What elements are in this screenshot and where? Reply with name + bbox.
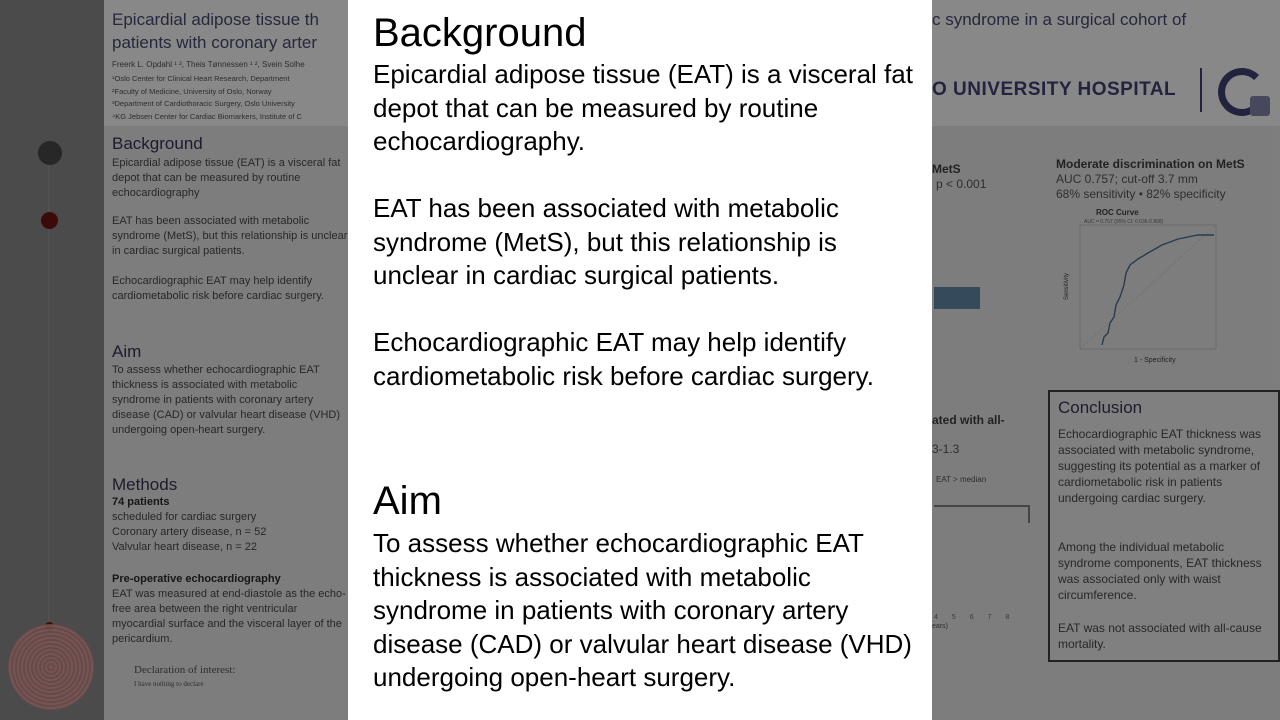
hospital-logo-cross-icon: [1250, 96, 1270, 116]
decorative-circle-graphic: [8, 624, 94, 710]
km-tick: 4: [934, 614, 944, 621]
km-tick: 7: [987, 614, 998, 621]
boxplot-bar: [934, 287, 980, 309]
conclusion-p1: Echocardiographic EAT thickness was associated with metabolic syndrome, suggesting its potential as a marker of cardiometabolic risk in patients undergoing cardiac surgery.: [1058, 427, 1261, 505]
roc-chart: [1068, 205, 1228, 375]
declaration-text: I have nothing to declare: [134, 680, 204, 688]
km-curve-line: [934, 505, 1030, 523]
poster-title-left: Epicardial adipose tissue th patients with coronary arter: [112, 10, 319, 52]
roc-xlabel: 1 - Specificity: [1134, 357, 1176, 364]
poster-aim-text: To assess whether echocardiographic EAT thickness is associated with metabolic syndrome in patients with coronary artery disease (CAD) or valvular heart disease (VHD) undergoing open-heart surgery.: [112, 364, 341, 436]
methods-echo-text: EAT was measured at end-diastole as the echo-free area between the right ventricular myocardial surface and the visceral layer of the pericardium.: [112, 588, 346, 645]
poster-methods-echo: [112, 572, 348, 647]
conclusion-p2: Among the individual metabolic syndrome components, EAT thickness was associated only with waist circumference.: [1058, 540, 1262, 602]
focus-aim-heading: Aim: [373, 479, 442, 523]
poster-methods-patients: [112, 495, 348, 555]
methods-patients-line: Valvular heart disease, n = 22: [112, 541, 258, 553]
roc-auc-line: AUC 0.757; cut-off 3.7 mm: [1056, 172, 1198, 186]
poster-authors: Freerk L. Opdahl ¹ ², Theis Tønnessen ¹ ², Svein Solhe: [112, 60, 305, 69]
timeline-dot-icon: [38, 141, 62, 165]
hospital-divider: [1200, 68, 1202, 112]
focus-background-heading: Background: [373, 11, 587, 55]
focus-background-p1: Epicardial adipose tissue (EAT) is a visceral fat depot that can be measured by routine echocardiography.: [373, 59, 913, 156]
methods-echo-heading: Pre-operative echocardiography: [112, 573, 281, 585]
km-tick: 5: [951, 614, 962, 621]
mortality-result-ci: 3-1.3: [932, 442, 960, 456]
affiliation-line: ⁴KG Jebsen Center for Cardiac Biomarkers, Institute of C: [112, 111, 302, 121]
affiliation-line: ³Department of Cardiothoracic Surgery, Oslo University: [112, 99, 295, 108]
methods-patients-line: Coronary artery disease, n = 52: [112, 526, 267, 538]
methods-patients-count: 74 patients: [112, 496, 170, 508]
focus-aim-text: To assess whether echocardiographic EAT thickness is associated with metabolic syndrome in patients with coronary artery disease (CAD) or valvular heart disease (VHD) undergoing open-heart surgery.: [373, 528, 912, 692]
mets-result-title: MetS: [932, 162, 961, 176]
poster-left-strip: [0, 0, 104, 720]
timeline-dot-icon: [41, 212, 58, 229]
declaration-label: Declaration of interest:: [134, 664, 236, 676]
poster-background-p2: EAT has been associated with metabolic syndrome (MetS), but this relationship is unclear in cardiac surgical patients.: [112, 215, 348, 257]
km-tick: 8: [1005, 614, 1016, 621]
poster-methods-heading: Methods: [112, 475, 178, 494]
affiliation-line: ¹Oslo Center for Clinical Heart Research, Department: [112, 74, 290, 83]
mets-result-pvalue: p < 0.001: [936, 177, 987, 191]
roc-ylabel: Sensitivity: [1064, 272, 1070, 300]
roc-curve: [1102, 235, 1214, 345]
affiliation-line: ²Faculty of Medicine, University of Oslo, Norway: [112, 86, 272, 96]
poster-background-heading: Background: [112, 134, 203, 153]
roc-heading: Moderate discrimination on MetS: [1056, 157, 1245, 171]
poster-title-right: c syndrome in a surgical cohort of: [932, 10, 1187, 29]
hospital-name: O UNIVERSITY HOSPITAL: [932, 79, 1177, 100]
focus-background-p3: Echocardiographic EAT may help identify cardiometabolic risk before cardiac surgery.: [373, 327, 874, 391]
poster-background-p1: Epicardial adipose tissue (EAT) is a visceral fat depot that can be measured by routine echocardiography: [112, 157, 341, 199]
km-tick: 6: [969, 614, 980, 621]
conclusion-heading: Conclusion: [1058, 398, 1143, 417]
km-axis-label: ears): [932, 623, 948, 630]
roc-chart-title: ROC Curve: [1096, 208, 1139, 217]
poster-background-p3: Echocardiographic EAT may help identify cardiometabolic risk before cardiac surgery.: [112, 275, 324, 302]
roc-diagonal: [1080, 225, 1216, 349]
focus-background-p2: EAT has been associated with metabolic syndrome (MetS), but this relationship is unclear in cardiac surgical patients.: [373, 193, 839, 290]
mortality-result-title: ated with all-: [932, 413, 1005, 427]
methods-patients-line: scheduled for cardiac surgery: [112, 511, 257, 523]
km-legend: EAT > median: [936, 475, 987, 484]
roc-chart-subtitle: AUC = 0.757 (95% CI: 0.636-0.868): [1084, 219, 1164, 225]
poster-affiliations: [112, 73, 348, 123]
poster-aim-heading: Aim: [112, 342, 142, 361]
roc-sens-line: 68% sensitivity • 82% specificity: [1056, 187, 1226, 201]
conclusion-p3: EAT was not associated with all-cause mortality.: [1058, 621, 1262, 651]
km-axis-ticks: [934, 614, 1015, 621]
